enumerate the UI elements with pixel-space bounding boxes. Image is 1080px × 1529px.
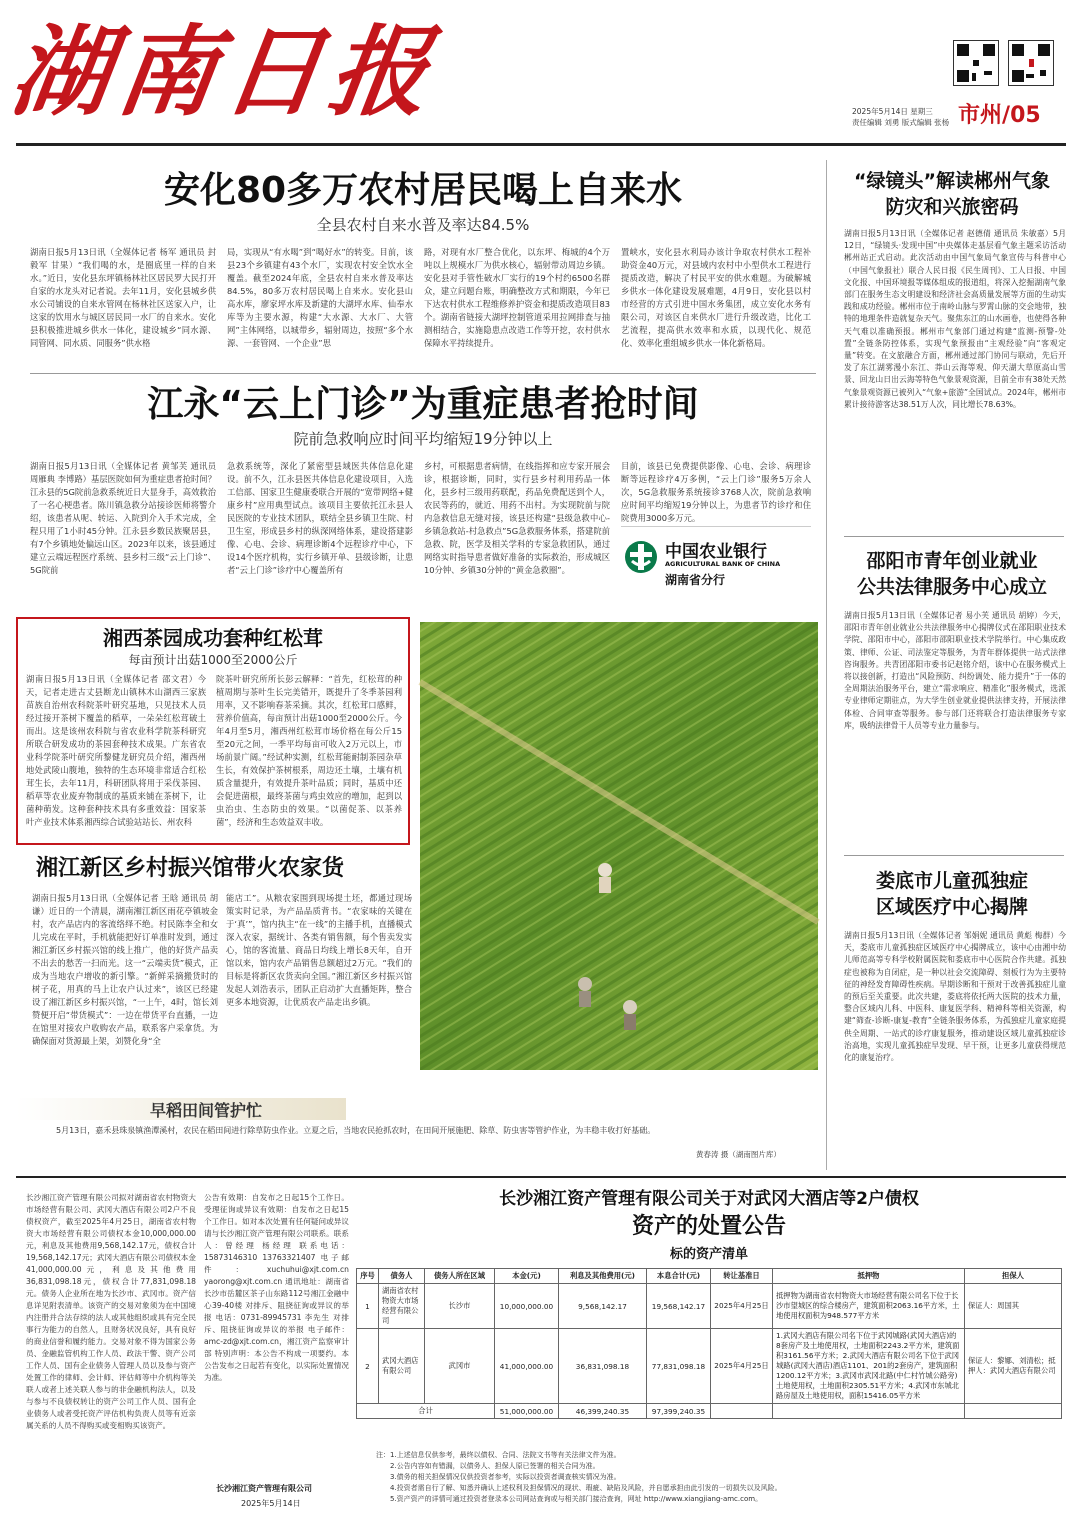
note-line: 注：1.上述信息仅供参考，最终以债权、合同、法院文书等有关法律文件为准。 [376,1451,621,1459]
notice-date: 2025年5月14日 [241,1499,301,1508]
cell [773,1404,965,1419]
bank-ad [621,526,811,590]
table-header-row [357,1269,1062,1284]
cell: 保证人：黎娜、刘清松；抵押人：武冈大酒店有限公司 [965,1329,1062,1404]
section-label [958,98,1041,129]
subheadline: 全县农村自来水普及率达84.5% [316,216,530,234]
headline: 湘江新区乡村振兴馆带火农家货 [36,856,345,881]
note-line: 3.债务的相关担保情况仅供投资者参考，实际以投资者调查核实情况为准。 [390,1473,621,1481]
notice-title-line1: 长沙湘江资产管理有限公司关于对武冈大酒店等2户债权 [499,1189,919,1209]
photo-title: 早稻田间管护忙 [150,1101,263,1120]
cell: 1.武冈大酒店有限公司名下位于武冈城路(武冈大酒店)的8套房产及土地使用权，土地面积2243.2平方米，建筑面积3161.56平方米；2.武冈大酒店有限公司名下位于武冈城路(武冈大酒店)酒店1101、201的2套房产，建筑面积1200.12平方米；3.武冈市武冈北路(中仁村竹城公路旁)土地使用权，土地面积2305.51平方米；4.武冈市东城北路房屋及土地使用权，面积15416.05平方米 [773,1329,965,1404]
col-header: 利息及其他费用(元) [559,1269,647,1284]
col-header: 债务人所在区域 [425,1269,495,1284]
bank-name-en: AGRICULTURAL BANK OF CHINA [665,560,781,568]
article-column: 置峡水，安化县水利局办该计争取农村供水工程补助资金40万元，对县域内农村中小型供水工程进行提质改造，解决了村民平安的供水难题。为破解城乡供水一体化建设发展难题，4月9日，安化县以村市经营的方式引进中国水务集团，成立安化水务有限公司，对该区自来供水厂进行升级改造，比化工艺流程，提高供水效率和水质，以现代化、规范化、效率化重组城乡供水一体化新格局。 [621,247,811,348]
article-column: 湖南日报5月13日讯（全媒体记者 邵文君）今天，记者走进古丈县断龙山镇林木山湖西三家族苗族自治州农科院茶叶研究基地，只见技术人员经过接开茶树下覆盖的稻草，一朵朵红松茸破土而出。这是该州农科院与省农业科学院茶科研究所联合研发成功的茶园套种技术成果。广东省农业科学院茶叶研究所黎健龙研究员介绍，湘西州地处武陵山腹地，独特的生态环境非常适合红松茸生长，去年11月，科研团队将用于采伐茶园、稻草等农业废弃物制成的基质来铺在茶树下，让菌种萌发。这种套种技术具有多重效益：国家茶叶产业技术体系湘西综合试验站站长、州农科 [26,674,206,827]
cell: 湖南省农村物资大市场经营有限公司 [379,1284,425,1329]
bank-logo-icon [623,539,659,575]
qr-code-icon [953,40,999,86]
col-header: 序号 [357,1269,379,1284]
article-column: 目前，该县已免费提供影像、心电、会诊、病理诊断等远程诊疗4万多例，“云上门诊”服务5万余人次，5G急救服务系统接诊3768人次，院前急救响应时间平均缩短19分钟以上，为患者节约诊疗和住院费用3000多万元。 [621,461,811,523]
page-number: 05 [1010,103,1041,128]
brief-text: 湖南日报5月13日讯（全媒体记者 邹娟妮 通讯员 黄彪 梅群）今天，娄底市儿童孤独症区域医疗中心揭牌成立，该中心由湘中幼儿师范高等专科学校附属医院和娄底市中心医院合作共建。孤独症也被称为自闭症，是一种以社会交流障碍、刻板行为为主要特征的神经发育障碍性疾病。早期诊断和干预对于改善孤独症儿童的预后至关重要。此次共建，娄底将依托两大医院的技术力量，整合区域内儿科、中医科、康复医学科、精神科等相关资源，构建“筛查-诊断-康复-教育”全链条服务体系，为孤独症儿童家庭提供全周期、一站式的诊疗康复服务，推动建设区域儿童孤独症诊治高地，实现儿童孤独症早发现、早干预，让更多儿童获得规范化的康复治疗。 [844,931,1066,1063]
asset-disposal-notice [16,1180,1066,1520]
col-header: 本息合计(元) [647,1269,711,1284]
col-header: 债务人 [379,1269,425,1284]
article-column: 路，对现有水厂整合优化，以东坪、梅城的4个万吨以上规模水厂为供水核心，辐射带动周边乡镇。安化县对手管性破水厂实行的19个村约6500名群众，建立问题台账，明确整改方式和期限，今年已下达农村供水工程维修养护资金和提质改造项目83个。湖南省链接大湖坪控制管道采用拉网排查与抽测相结合，实施隐患点改造工作等开挖，农村供水保障水平持续提升。 [424,247,610,348]
date-line: 2025年5月14日 星期三 [852,107,933,116]
asset-table [356,1268,1062,1419]
section-name: 市州 [958,103,1003,128]
article-jiangyong-clinic [30,378,816,608]
notice-top-border [16,1176,1066,1178]
article-tea-mushroom [16,617,410,845]
cell: 36,831,098.18 [559,1329,647,1404]
editor-line: 责任编辑 刘勇 版式编辑 张杨 [852,118,950,127]
cell [711,1404,773,1419]
cell: 抵押物为湖南省农村物资大市场经营有限公司名下位于长沙市望城区的综合楼房产，建筑面积2063.16平方米，土地使用权面积为948.577平方米 [773,1284,965,1329]
cell: 武冈市 [425,1329,495,1404]
bank-name-cn: 中国农业银行 [665,542,767,562]
cell: 1 [357,1284,379,1329]
masthead-divider [16,143,1066,146]
cell: 合计 [357,1404,495,1419]
notice-notes [376,1450,1056,1505]
col-header: 本金(元) [495,1269,559,1284]
bank-branch: 湖南省分行 [665,573,726,587]
column-divider [826,160,827,1170]
cell: 46,399,240.35 [559,1404,647,1419]
brief-loudi-autism [834,858,1070,1170]
cell: 41,000,000.00 [495,1329,559,1404]
brief-text: 湖南日报5月13日讯（全媒体记者 易小芙 通讯员 胡婷）今天，邵阳市青年创业就业公共法律服务中心揭牌仪式在邵阳职业技术学院、邵阳市中心，邵阳市邵阳职业技术学院举行。中心集成政策、律师、公证、司法鉴定等服务，为青年群体提供一站式法律咨询服务。共青团邵阳市委书记赵铭介绍，该中心在服务模式上将以接创新，打造出“风险预防、纠纷调处、能力提升”于一体的全周期法治服务平台，建立“需求响应、精准化”服务模式，选派专业律师定期驻点，为大学生创业就业提供法律支持，开展法律体检、合同审查等服务。参与部门还将联合打造法律服务专家库，吸纳法律骨干人员等专业力量参与。 [844,611,1066,730]
cell: 51,000,000.00 [495,1404,559,1419]
cell: 10,000,000.00 [495,1284,559,1329]
rice-field-photo [420,622,818,1070]
table-row [357,1329,1062,1404]
cell: 武冈大酒店有限公司 [379,1329,425,1404]
brief-headline: 防灾和兴旅密码 [885,196,1019,218]
article-column: 急救系统等，深化了紧密型县域医共体信息化建设。前不久，江永县医共体信息化建设项目，入选工信部、国家卫生健康委联合开展的“宽带网络+健康乡村”应用典型试点。该项目主要依托江永县人民医院的专业技术团队，联结全县乡镇卫生院、村卫生室，形成县乡村的纵深网络体系，建设搭建影像、心电、会诊、病理诊断4个远程诊疗中心，下设14个医疗机构，实行乡镇开单、县级诊断，让患者“云上门诊”诊疗中心覆盖所有 [227,461,413,575]
brief-headline: 区域医疗中心揭牌 [875,896,1028,918]
subheadline: 每亩预计出菇1000至2000公斤 [128,653,298,667]
article-xiangjiang-shop [16,850,416,1090]
photo-credit: 黄春涛 摄（湖南图片库） [696,1150,781,1159]
page-separator: / [1002,103,1011,128]
brief-divider [844,855,1064,856]
headline: 湘西茶园成功套种红松茸 [103,626,323,650]
cell [965,1404,1062,1419]
notice-middle-text: 公告有效期：自发布之日起15个工作日。受理征询或异议有效期：自发布之日起15个工作日。如对本次处置有任何疑问或异议请与长沙湘江资产管理有限公司联系。联系人：曾经理 杨经理 联系电话：15873146310 13763321407 电子邮件：xuchuhui@xjt.com.cn yaorong@xjt.com.cn 通讯地址：湖南省长沙市岳麓区茶子山东路112号湘江金融中心39-40楼 对排斥、阻挠征询或异议的举报 电话：0731-89945731 李先生 对排斥、阻挠征询或异议的举报 电子邮件：amc-zd@xjt.com.cn，湘江资产监察审计部 特别声明：本公告不构成一项要约。本公告发布之日起若有变化，以实际处置情况为准。 [204,1193,349,1382]
article-column: 乡村，可根据患者病情，在线指挥和应专家开展会诊，根据诊断，同时，实行县乡村利用药品一体化，县乡村三级用药联配，药品免费配送到个人，农民等药的，就近、用药不出村。为实现院前与院内急救信息无缝对接，该县还构建“县级急救中心-乡镇急救站-村急救点”5G急救服务体系，搭建院前急救、院，医学及相关学科的专家急救团队，通过网络实时指导患者做好准备的实际救治，形成城区10分钟、乡镇30分钟的“黄金急救圈”。 [424,461,610,575]
cell: 19,568,142.17 [647,1284,711,1329]
brief-divider [844,536,1064,537]
cell: 97,399,240.35 [647,1404,711,1419]
brief-headline: 邵阳市青年创业就业 [866,550,1038,572]
brief-headline: “绿镜头”解读郴州气象 [854,170,1050,192]
article-column: 湖南日报5月13日讯（全媒体记者 王晗 通讯员 胡谦）近日的一个清晨，湖南湘江新区雨花亭镇坡金村，农产品店内的客流络绎不绝。村民陈李全和女儿完成在平时，手机就能把好订单准时发到，通过湘江新区乡村振兴馆的线上推广，他的好货产品卖不出去的愁苦一扫而光。这一“云端卖货”模式，正成为当地农户增收的新引擎。“新鲜采摘搬货时的树子花，用真的马上让农户认过来”，该区已经建设了湘江新区乡村振兴馆，“一上午，4时，馆长刘赞便开启“带货模式”：一边在带货平台直播，一边在馆里对接农户收购农产品，联系客户采拿货。为确保面对货源最上架，刘赞化身“全 [32,893,218,1046]
cell: 77,831,098.18 [647,1329,711,1404]
cell: 2 [357,1329,379,1404]
article-column: 局，实现从“有水喝”到“喝好水”的转变。目前，该县23个乡镇建有43个水厂，实现农村安全饮水全覆盖。截至2024年底，全县农村自来水普及率达84.5%，80多万农村居民喝上自来水。安化县山高水库，廖家坪水库及新建的大湖坪水库、仙奉水库等为主要水源，构建“大水源、大水厂、大管网”主体网络，以城带乡，辐射周边，按照“多个水源、一套管网、一个企业”思 [227,247,413,348]
article-column: 院茶叶研究所所长彭云解释：“首先，红松茸的种植周期与茶叶生长完美错开，既提升了冬季茶园利用率，又不影响春茶采摘。其次，红松茸口感鲜，营养价值高，每亩预计出菇1000至2000公斤。今年4月至5月，湘西州红松茸市场价格在每公斤15至20元之间，一季平均每亩可收入2万元以上，市场前景广阔。”经试种实测，红松茸能耐制茶园杂草生长，有效保护茶树根系，周边还土壤，土壤有机质含量提升，有效提升茶叶品质；同时，基质中还会促进菌根，最终茶菌与鸡虫效应的增加，起到以虫治虫、生态防虫的效果。“以菌促茶、以茶养菌”，经济和生态效益双丰收。 [216,674,402,827]
newspaper-title: 湖南日报 [3,15,445,130]
notice-left-text: 长沙湘江资产管理有限公司拟对湖南省农村物资大市场经营有限公司、武冈大酒店有限公司2户不良债权资产，截至2025年4月25日，湖南省农村物资大市场经营有限公司债权本金10,000,000.00元，利息及其他费用9,568,142.17元，债权合计19,568,142.17元；武冈大酒店有限公司债权本金41,000,000.00元，利息及其他费用36,831,098.18元，债权合计77,831,098.18元。债务人企业所在地为长沙市、武冈市。资产信息详见附表清单。该资产的交易对象须为在中国境内注册并合法存续的法人或其他组织或具有完全民事行为能力的自然人，且财务状况良好，具有良好的商业信誉和履约能力。交易对象不得为国家公务员、金融监管机构工作人员、政法干警、资产公司工作人员、国有企业债务人管理人员以及参与资产处置工作的律师、会计师、评估师等中介机构等关联人或者上述关联人参与的非金融机构法人，以及与参与不良债权转让的资产公司工作人员、国有企业债务人或者受托资产评估机构负责人员等有近亲属关系的人员不得购买或变相购买该资产。 [26,1193,196,1430]
article-column: 能店工”。从粮农家围到现场提土坯，都通过现场策实时记录，为产品品质背书。“农家味的关键在于‘真’”，馆内执主“在一线”的主播手机，直播模式深入农家，据统计、各类有销售额，每个售卖发实心，馆的客流量、商品日均线上增长8天年，自开馆以来，馆内农产品销售总额超过2万元。“我们的目标是将新区农货卖向全国。”湘江新区乡村振兴馆发起人刘浩表示，团队正启动扩大直播矩阵，整合更多本地资源，让优质农产品走出乡镇。 [226,893,412,1007]
brief-shaoyang-legal [834,540,1070,850]
notice-signer: 长沙湘江资产管理有限公司 [216,1484,312,1493]
table-title: 标的资产清单 [669,1247,748,1262]
col-header: 担保人 [965,1269,1062,1284]
note-line: 2.公告内容如有错漏，以债务人、担保人原已签署的相关合同为准。 [390,1462,600,1470]
brief-chenzhou-weather [834,160,1070,532]
article-divider [30,373,816,374]
article-anhua-water [30,160,816,365]
photo-caption: 5月13日，嘉禾县珠泉镇渔潭溪村，农民在稻田间进行除草防虫作业。立夏之后，当地农民抢抓农时，在田间开展施肥、除草、防虫害等管护作业，为丰稳丰收打好基础。 [56,1126,656,1135]
brief-headline: 娄底市儿童孤独症 [875,870,1028,892]
cell: 2025年4月25日 [711,1329,773,1404]
masthead [0,0,1080,160]
headline: 安化80多万农村居民喝上自来水 [163,170,683,211]
col-header: 转让基准日 [711,1269,773,1284]
qr-code-icon [1008,40,1054,86]
cell: 长沙市 [425,1284,495,1329]
rice-field-image [420,622,818,1070]
photo-caption-block [16,1092,816,1162]
note-line: 5.资产资产的详情可通过投资者登录本公司网站查询或与相关部门接洽查询，网址 http://www.xiangjiang-amc.com。 [390,1495,763,1503]
notice-title-line2: 资产的处置公告 [631,1214,786,1239]
brief-headline: 公共法律服务中心成立 [856,576,1047,598]
col-header: 抵押物 [773,1269,965,1284]
subheadline: 院前急救响应时间平均缩短19分钟以上 [293,430,553,448]
brief-text: 湖南日报5月13日讯（全媒体记者 赵德倩 通讯员 朱敏嘉）5月12日，“绿镜头·发现中国”中央媒体走基层看气象主题采访活动郴州站正式启动。此次活动由中国气象局气象宣传与科普中心（中国气象报社）联合人民日报《民生周刊》、工人日报、中国文化报、中国环境报等媒体组成的报道组，将深入挖掘湖南气象部门在服务生态文明建设和经济社会高质量发展等方面的生动实践和成功经验。郴州市位于南岭山脉与罗霄山脉的交会地带，独特的地理条件造就复杂天气。聚焦东江的山水画卷，也使得各种天气难以准确预报。郴州市气象部门通过构建“监测-预警-处置”全链条防控体系，实现气象预报由“主观经验”向“客观定量”转变。在文旅融合方面，郴州通过部门协同与联动，先后开发了东江湖雾漫小东江、莽山云海等观、仰天湖大草原高山雪景、回龙山日出云海等特色气象景观资源，目前全市有38处天然气象景观资源已被列入“气象+旅游”全国试点。2024年，郴州市累计接待游客达38.51万人次，同比增长78.63%。 [844,229,1066,409]
cell: 2025年4月25日 [711,1284,773,1329]
table-row [357,1284,1062,1329]
headline: 江永“云上门诊”为重症患者抢时间 [147,384,699,425]
cell: 9,568,142.17 [559,1284,647,1329]
cell: 保证人：周国其 [965,1284,1062,1329]
table-total-row [357,1404,1062,1419]
article-column: 湖南日报5月13日讯（全媒体记者 杨军 通讯员 封毅军 甘果）“我们喝的水，是圈底里一样的自来水。”近日，安化县东坪镇杨林社区居民罗大民打开自家的水龙头对记者说。去年11月，安化县城乡供水公司铺设的自来水管网在杨林社区送家入户，让这家的饮用水与城区居民同一水厂的自来水。安化县积极推进城乡供水一体化，建设城乡“同水源、同管网、同水质、同服务”供水格 [30,247,216,348]
note-line: 4.投资者需自行了解、知悉并确认上述权利及担保情况的现状、瑕疵、缺陷及风险，并自愿承担由此引发的一切损失以及风险。 [390,1484,782,1492]
article-column: 湖南日报5月13日讯（全媒体记者 黄邹芙 通讯员 周雁典 李博路）基层医院如何为重症患者抢时间？江永县的5G院前急救系统近日大显身手，高效救治了一名心梗患者。陈川镇急救分站接诊医师将警介绍，该患者从呢、转运、入院到介入手术完成，全程只用了1小时45分钟。江永县乡数民族聚居县，有7个乡镇地处偏远山区。2023年以来，该县通过建立云端远程医疗系统、县乡村三级“云上门诊”、5G院前 [30,461,216,575]
